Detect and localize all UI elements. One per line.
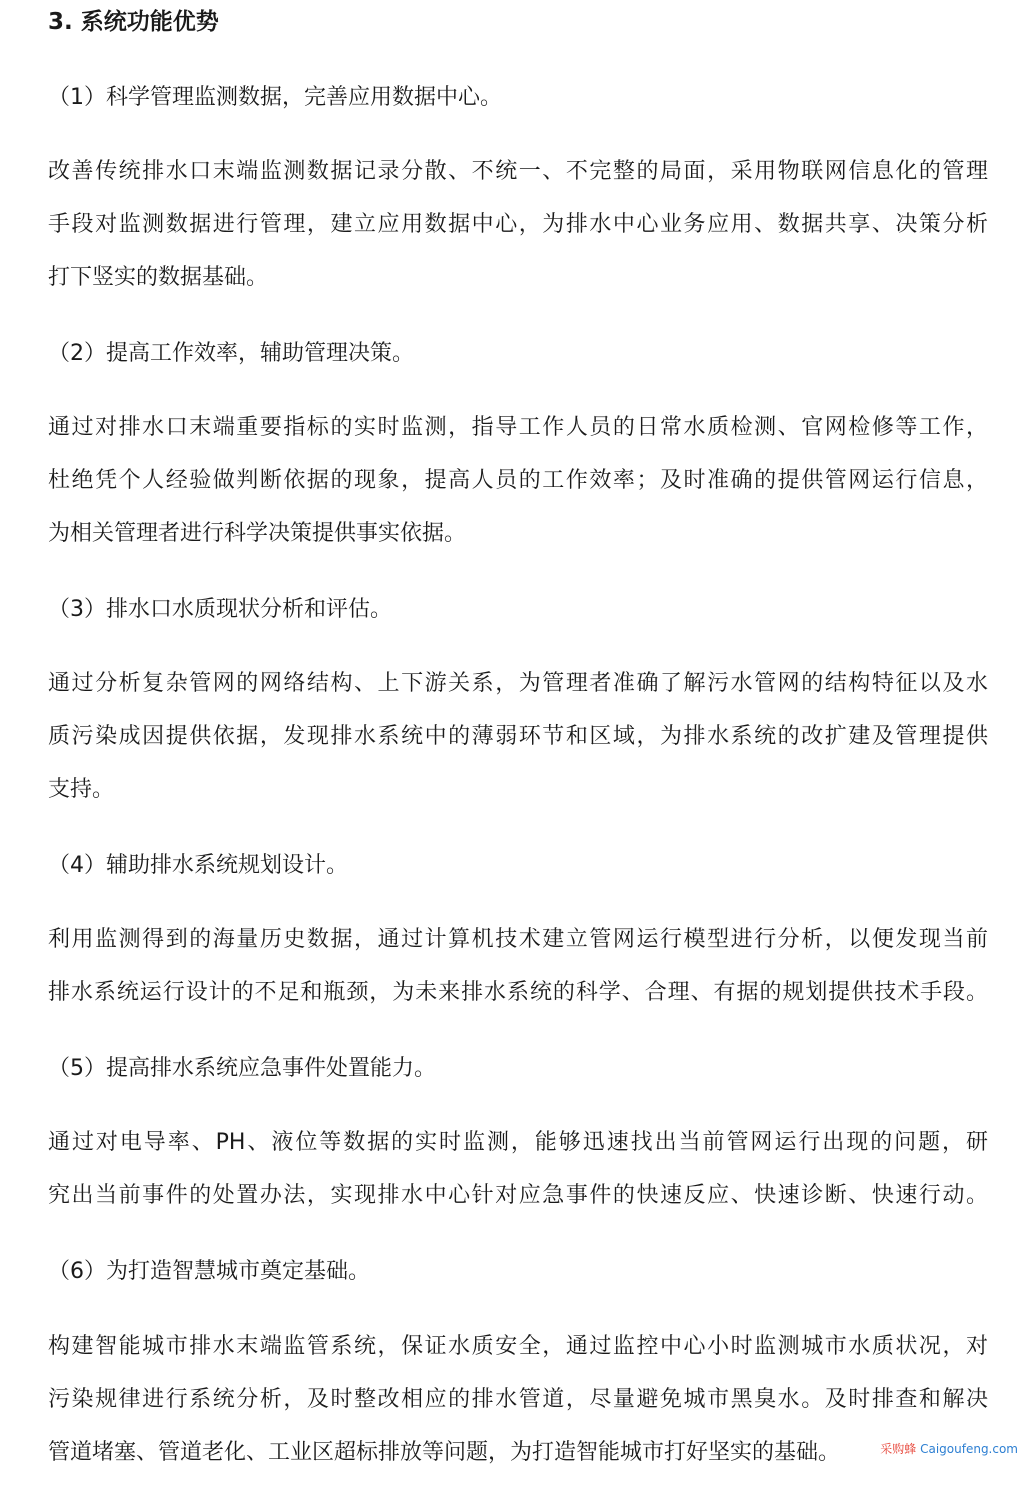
paragraph-line: 通过对排水口末端重要指标的实时监测，指导工作人员的日常水质检测、官网检修等工作， — [48, 415, 988, 440]
paragraph-3 — [48, 668, 988, 827]
paragraph-line: 打下竖实的数据基础。 — [48, 265, 269, 290]
watermark-en: Caigoufeng.com — [920, 1442, 1018, 1456]
watermark-cn: 采购蜂 — [880, 1442, 917, 1456]
paragraph-line: 质污染成因提供依据，发现排水系统中的薄弱环节和区域，为排水系统的改扩建及管理提供 — [48, 724, 988, 749]
paragraph-5 — [48, 1127, 988, 1233]
paragraph-1 — [48, 156, 988, 315]
paragraph-line: 排水系统运行设计的不足和瓶颈，为未来排水系统的科学、合理、有据的规划提供技术手段。 — [48, 980, 988, 1005]
paragraph-2 — [48, 412, 988, 571]
subsection-heading-3: （3）排水口水质现状分析和评估。 — [48, 597, 392, 622]
paragraph-line: 改善传统排水口末端监测数据记录分散、不统一、不完整的局面，采用物联网信息化的管理 — [48, 159, 988, 184]
paragraph-line: 通过分析复杂管网的网络结构、上下游关系，为管理者准确了解污水管网的结构特征以及水 — [48, 671, 988, 696]
section-title: 3. 系统功能优势 — [48, 9, 219, 35]
paragraph-line: 杜绝凭个人经验做判断依据的现象，提高人员的工作效率；及时准确的提供管网运行信息， — [48, 468, 988, 493]
subsection-heading-2: （2）提高工作效率，辅助管理决策。 — [48, 341, 414, 366]
paragraph-6 — [48, 1331, 988, 1490]
paragraph-line: 通过对电导率、PH、液位等数据的实时监测，能够迅速找出当前管网运行出现的问题，研 — [48, 1130, 988, 1155]
site-watermark — [880, 1442, 1018, 1456]
paragraph-line: 利用监测得到的海量历史数据，通过计算机技术建立管网运行模型进行分析，以便发现当前 — [48, 927, 988, 952]
paragraph-line: 构建智能城市排水末端监管系统，保证水质安全，通过监控中心小时监测城市水质状况，对 — [48, 1334, 988, 1359]
subsection-heading-5: （5）提高排水系统应急事件处置能力。 — [48, 1056, 436, 1081]
subsection-heading-4: （4）辅助排水系统规划设计。 — [48, 853, 348, 878]
paragraph-line: 手段对监测数据进行管理，建立应用数据中心，为排水中心业务应用、数据共享、决策分析 — [48, 212, 988, 237]
subsection-heading-6: （6）为打造智慧城市奠定基础。 — [48, 1259, 370, 1284]
paragraph-line: 为相关管理者进行科学决策提供事实依据。 — [48, 521, 467, 546]
paragraph-line: 污染规律进行系统分析，及时整改相应的排水管道，尽量避免城市黑臭水。及时排查和解决 — [48, 1387, 988, 1412]
paragraph-line: 管道堵塞、管道老化、工业区超标排放等问题，为打造智能城市打好坚实的基础。 — [48, 1440, 841, 1465]
paragraph-4 — [48, 924, 988, 1030]
subsection-heading-1: （1）科学管理监测数据，完善应用数据中心。 — [48, 85, 502, 110]
paragraph-line: 究出当前事件的处置办法，实现排水中心针对应急事件的快速反应、快速诊断、快速行动。 — [48, 1183, 988, 1208]
paragraph-line: 支持。 — [48, 777, 115, 802]
